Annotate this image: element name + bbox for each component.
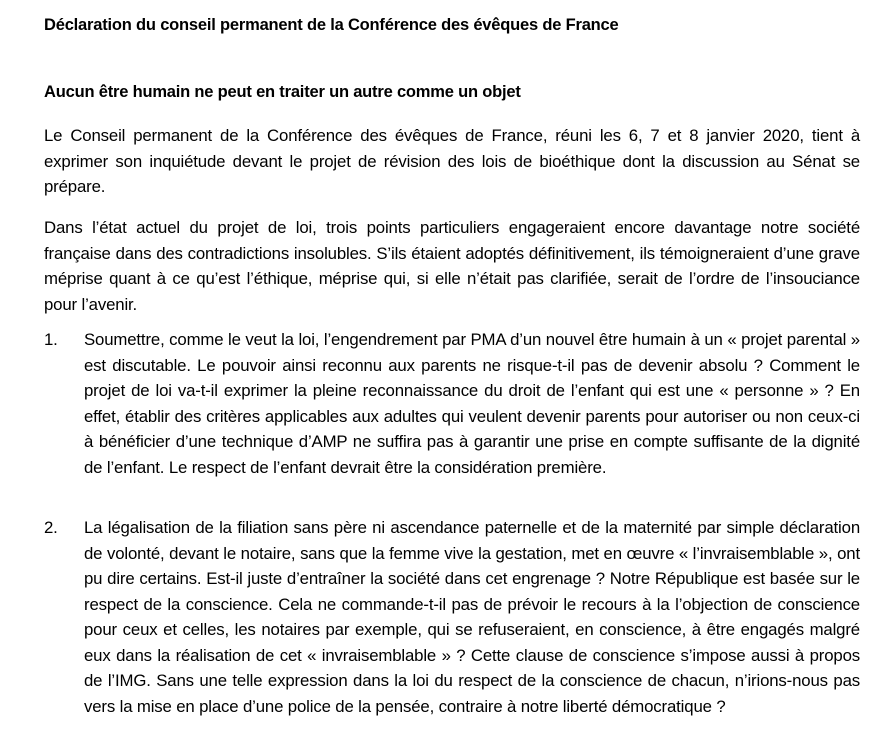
list-item-number: 1. xyxy=(44,330,58,349)
document-subtitle: Aucun être humain ne peut en traiter un autre comme un objet xyxy=(44,83,521,101)
list-item-2 xyxy=(44,515,860,719)
list-item-text: Soumettre, comme le veut la loi, l’engendrement par PMA d’un nouvel être humain à un « projet parental » est discutable. Le pouvoir ainsi reconnu aux parents ne risque-t-il pas de devenir absolu ? Comment le projet de loi va-t-il exprimer la pleine reconnaissance du droit de l’enfant qui est une « personne » ? En effet, établir des critères applicables aux adultes qui veulent devenir parents pour autoriser ou non ceux-ci à bénéficier d’une technique d’AMP ne suffira pas à garantir une prise en compte suffisante de la dignité de l’enfant. Le respect de l’enfant devrait être la considération première. xyxy=(84,330,860,477)
paragraph-intro: Le Conseil permanent de la Conférence des évêques de France, réuni les 6, 7 et 8 janvier 2020, tient à exprimer son inquiétude devant le projet de révision des lois de bioéthique dont la discussion au Sénat se prépare. xyxy=(44,126,860,196)
document-title: Déclaration du conseil permanent de la Conférence des évêques de France xyxy=(44,16,619,34)
list-item-1 xyxy=(44,327,860,480)
list-item-text: La légalisation de la filiation sans père ni ascendance paternelle et de la maternité par simple déclaration de volonté, devant le notaire, sans que la femme vive la gestation, met en œuvre « l’invraisemblable », ont pu dire certains. Est-il juste d’entraîner la société dans cet engrenage ? Notre République est basée sur le respect de la conscience. Cela ne commande-t-il pas de prévoir le recours à la l’objection de conscience pour ceux et celles, les notaires par exemple, qui se refuseraient, en conscience, à être engagés malgré eux dans la réalisation de cet « invraisemblable » ? Cette clause de conscience s’impose aussi à propos de l’IMG. Sans une telle expression dans la loi du respect de la conscience de chacun, n’irions-nous pas vers la mise en place d’une police de la pensée, contraire à notre liberté démocratique ? xyxy=(84,518,860,716)
paragraph-context: Dans l’état actuel du projet de loi, trois points particuliers engageraient encore davantage notre société française dans des contradictions insolubles. S’ils étaient adoptés définitivement, ils témoigneraient d’une grave méprise quant à ce qu’est l’éthique, méprise qui, si elle n’était pas clarifiée, serait de l’ordre de l’insouciance pour l’avenir. xyxy=(44,218,860,314)
list-item-number: 2. xyxy=(44,518,58,537)
